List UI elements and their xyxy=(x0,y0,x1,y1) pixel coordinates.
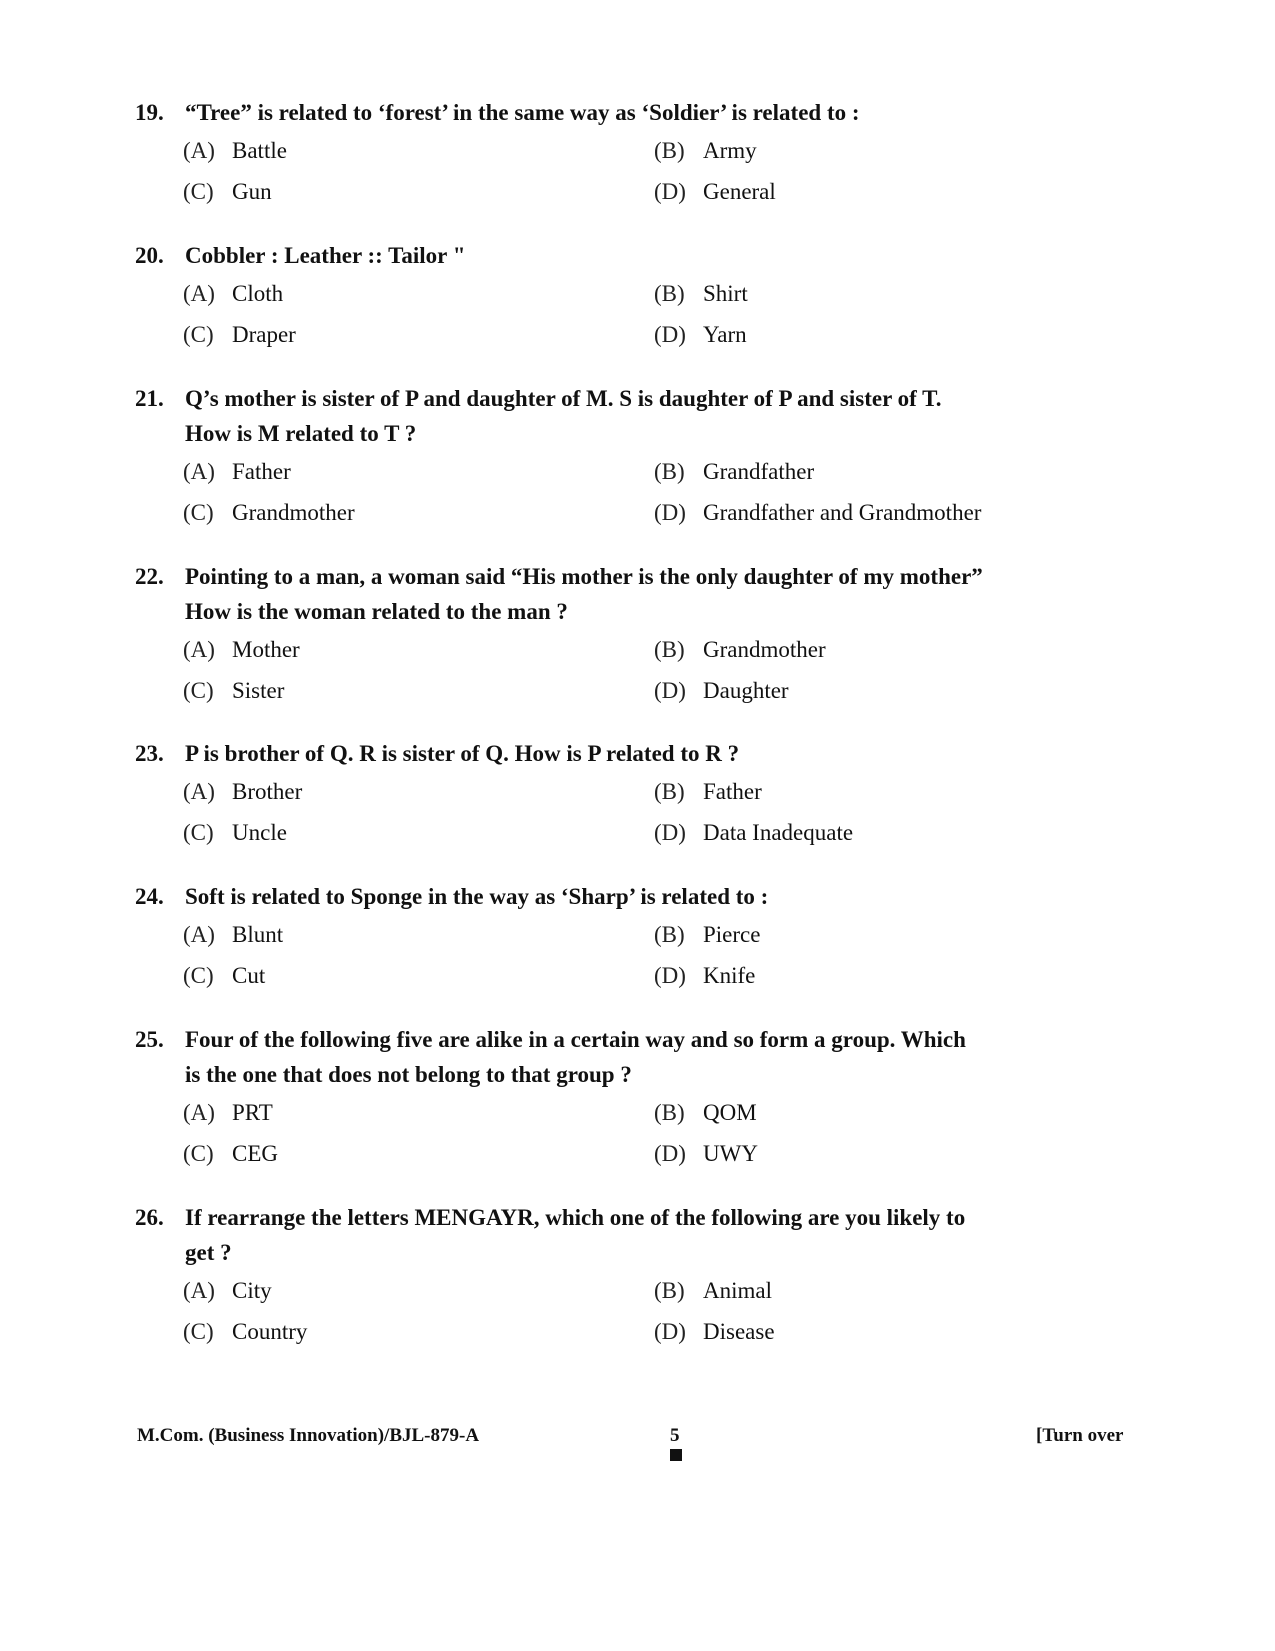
option-text: Cut xyxy=(232,963,266,988)
question-text-line: If rearrange the letters MENGAYR, which one of the following are you likely to xyxy=(185,1205,966,1230)
option-text: Army xyxy=(703,138,757,163)
option-letter: (D) xyxy=(654,179,686,204)
option-text: Grandfather xyxy=(703,459,815,484)
option-text: QOM xyxy=(703,1100,757,1125)
option-text: Father xyxy=(703,779,762,804)
option-text: Mother xyxy=(232,637,300,662)
option-letter: (A) xyxy=(183,922,215,947)
option-text: Shirt xyxy=(703,281,748,306)
option-text: Knife xyxy=(703,963,756,988)
option-text: Pierce xyxy=(703,922,761,947)
question-number: 21. xyxy=(135,386,164,411)
option-letter: (D) xyxy=(654,963,686,988)
option-letter: (D) xyxy=(654,678,686,703)
option-letter: (B) xyxy=(654,637,685,662)
question-text-line: P is brother of Q. R is sister of Q. How is P related to R ? xyxy=(185,741,740,766)
option-letter: (D) xyxy=(654,1141,686,1166)
option-text: Grandfather and Grandmother xyxy=(703,500,982,525)
question-text-line: How is the woman related to the man ? xyxy=(185,599,568,624)
option-text: Grandmother xyxy=(703,637,826,662)
option-letter: (B) xyxy=(654,138,685,163)
option-text: Blunt xyxy=(232,922,284,947)
option-text: Battle xyxy=(232,138,287,163)
option-text: UWY xyxy=(703,1141,758,1166)
question-number: 25. xyxy=(135,1027,164,1052)
option-letter: (A) xyxy=(183,459,215,484)
option-text: City xyxy=(232,1278,272,1303)
option-letter: (C) xyxy=(183,678,214,703)
option-text: Father xyxy=(232,459,291,484)
option-letter: (D) xyxy=(654,500,686,525)
footer-page-number: 5 xyxy=(670,1425,680,1446)
option-letter: (B) xyxy=(654,779,685,804)
question-text-line: Soft is related to Sponge in the way as ‘Sharp’ is related to : xyxy=(185,884,769,909)
question-number: 22. xyxy=(135,564,164,589)
question-text-line: Pointing to a man, a woman said “His mother is the only daughter of my mother” xyxy=(185,564,983,589)
question-text-line: How is M related to T ? xyxy=(185,421,417,446)
question-number: 19. xyxy=(135,100,164,125)
option-letter: (A) xyxy=(183,637,215,662)
option-text: Data Inadequate xyxy=(703,820,854,845)
question-text-line: is the one that does not belong to that group ? xyxy=(185,1062,632,1087)
option-letter: (A) xyxy=(183,1278,215,1303)
question-number: 26. xyxy=(135,1205,164,1230)
page-marker xyxy=(670,1449,682,1461)
option-text: CEG xyxy=(232,1141,278,1166)
option-letter: (C) xyxy=(183,963,214,988)
option-letter: (D) xyxy=(654,322,686,347)
question-text-line: Cobbler : Leather :: Tailor " xyxy=(185,243,466,268)
option-letter: (C) xyxy=(183,820,214,845)
option-letter: (B) xyxy=(654,922,685,947)
option-text: Disease xyxy=(703,1319,775,1344)
option-letter: (B) xyxy=(654,459,685,484)
option-letter: (A) xyxy=(183,138,215,163)
question-text-line: “Tree” is related to ‘forest’ in the same way as ‘Soldier’ is related to : xyxy=(185,100,860,125)
question-text-line: Q’s mother is sister of P and daughter of M. S is daughter of P and sister of T. xyxy=(185,386,942,411)
footer-turn-over: [Turn over xyxy=(1036,1425,1124,1446)
option-letter: (A) xyxy=(183,281,215,306)
question-number: 24. xyxy=(135,884,164,909)
option-text: General xyxy=(703,179,776,204)
option-letter: (B) xyxy=(654,281,685,306)
option-text: Gun xyxy=(232,179,272,204)
option-text: Daughter xyxy=(703,678,789,703)
footer-paper-code: M.Com. (Business Innovation)/BJL-879-A xyxy=(137,1425,480,1446)
question-number: 23. xyxy=(135,741,164,766)
option-letter: (A) xyxy=(183,1100,215,1125)
option-text: Sister xyxy=(232,678,285,703)
option-letter: (D) xyxy=(654,820,686,845)
option-text: Yarn xyxy=(703,322,747,347)
option-letter: (C) xyxy=(183,1319,214,1344)
option-letter: (C) xyxy=(183,322,214,347)
question-number: 20. xyxy=(135,243,164,268)
option-text: Uncle xyxy=(232,820,287,845)
option-text: Grandmother xyxy=(232,500,355,525)
option-letter: (C) xyxy=(183,1141,214,1166)
option-letter: (B) xyxy=(654,1100,685,1125)
option-text: Cloth xyxy=(232,281,284,306)
option-text: PRT xyxy=(232,1100,273,1125)
option-letter: (C) xyxy=(183,179,214,204)
option-letter: (B) xyxy=(654,1278,685,1303)
option-text: Draper xyxy=(232,322,296,347)
question-text-line: get ? xyxy=(185,1240,232,1265)
option-letter: (D) xyxy=(654,1319,686,1344)
option-letter: (A) xyxy=(183,779,215,804)
question-text-line: Four of the following five are alike in a certain way and so form a group. Which xyxy=(185,1027,966,1052)
option-letter: (C) xyxy=(183,500,214,525)
option-text: Brother xyxy=(232,779,303,804)
option-text: Animal xyxy=(703,1278,772,1303)
option-text: Country xyxy=(232,1319,308,1344)
